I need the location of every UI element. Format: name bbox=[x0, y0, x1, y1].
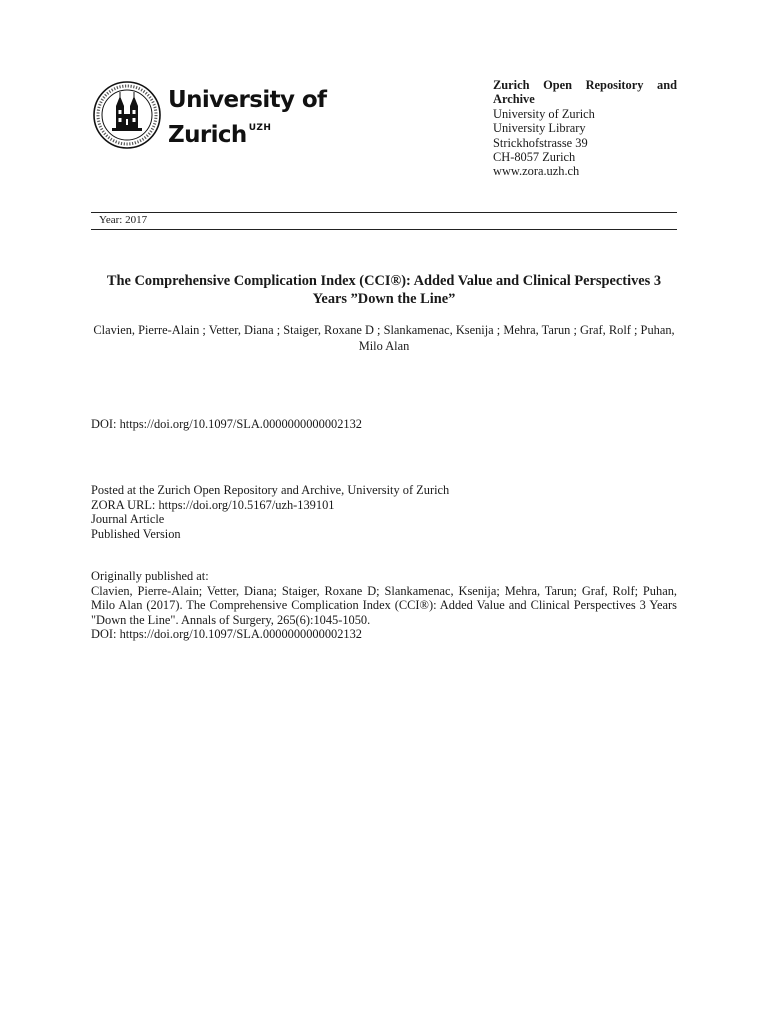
address-line: CH-8057 Zurich bbox=[493, 150, 576, 165]
address-website[interactable]: www.zora.uzh.ch bbox=[493, 164, 580, 179]
university-logo bbox=[92, 80, 327, 152]
logo-wordmark bbox=[168, 86, 326, 149]
citation-doi[interactable]: DOI: https://doi.org/10.1097/SLA.0000000000002132 bbox=[91, 627, 362, 641]
zora-url[interactable]: ZORA URL: https://doi.org/10.5167/uzh-139101 bbox=[91, 497, 335, 512]
address-line: Strickhofstrasse 39 bbox=[493, 135, 588, 150]
document-type: Journal Article bbox=[91, 512, 165, 526]
author-list: Clavien, Pierre-Alain ; Vetter, Diana ; Staiger, Roxane D ; Slankamenac, Ksenija ; Mehra, Tarun ; Graf, Rolf ; Puhan, Milo Alan bbox=[93, 323, 675, 353]
address-line: University Library bbox=[493, 121, 586, 136]
repository-name: Zurich Open Repository and Archive bbox=[493, 78, 677, 107]
publication-year: Year: 2017 bbox=[99, 214, 148, 226]
original-heading: Originally published at: bbox=[91, 569, 209, 583]
original-publication bbox=[91, 569, 677, 642]
logo-line-2 bbox=[168, 114, 326, 149]
doi-link[interactable]: DOI: https://doi.org/10.1097/SLA.0000000000002132 bbox=[91, 417, 362, 431]
paper-title: The Comprehensive Complication Index (CCI®): Added Value and Clinical Perspectives 3 Years ”Down the Line” bbox=[106, 273, 662, 307]
year-bar bbox=[91, 212, 677, 230]
document-version: Published Version bbox=[91, 526, 181, 541]
repository-address bbox=[493, 78, 677, 179]
university-seal-icon bbox=[92, 80, 162, 150]
logo-line-1: University of bbox=[168, 87, 327, 113]
logo-line-2-text: Zurich bbox=[168, 122, 247, 148]
posting-statement: Posted at the Zurich Open Repository and Archive, University of Zurich bbox=[91, 483, 450, 497]
posting-info bbox=[91, 483, 677, 541]
logo-superscript: UZH bbox=[248, 123, 272, 133]
citation-text: Clavien, Pierre-Alain; Vetter, Diana; Staiger, Roxane D; Slankamenac, Ksenija; Mehra, Tarun; Graf, Rolf; Puhan, Milo Alan (2017). The Comprehensive Complication Index (CCI®): Added Value and Clinical Perspectives 3 Years "Down the Line". Annals of Surgery, 265(6):1045-1050. bbox=[91, 583, 677, 627]
address-line: University of Zurich bbox=[493, 106, 595, 121]
